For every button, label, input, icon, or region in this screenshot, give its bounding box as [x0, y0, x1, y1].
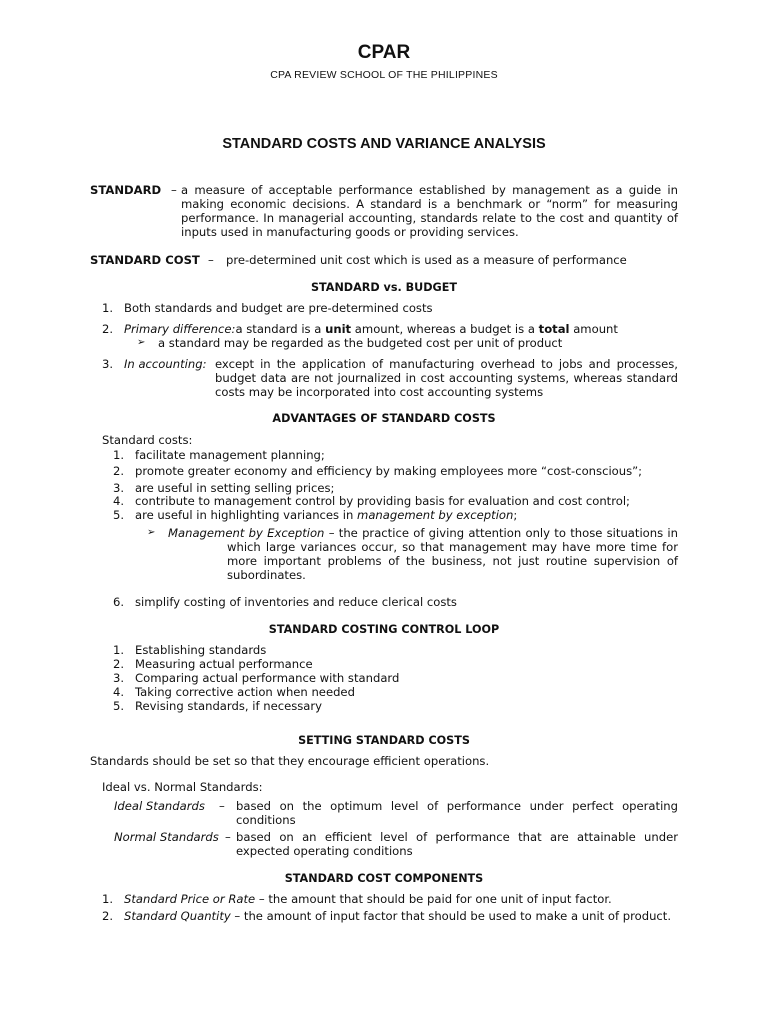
section-heading-components: STANDARD COST COMPONENTS	[284, 872, 484, 885]
normal-line1: based on an efficient level of performance that are attainable under	[236, 830, 678, 844]
arrow-bullet-icon: ➢	[137, 337, 146, 348]
list-number: 6.	[113, 595, 125, 609]
list-number: 2.	[113, 464, 125, 478]
standard-def-line2: making economic decisions. A standard is a benchmark or “norm” for measuring	[181, 197, 678, 211]
list-number: 2.	[102, 322, 114, 336]
standard-quantity-label: Standard Quantity	[124, 909, 231, 923]
list-item: Comparing actual performance with standard	[135, 671, 400, 685]
list-number: 4.	[113, 685, 125, 699]
text-fragment: ;	[513, 508, 518, 522]
list-number: 1.	[113, 643, 125, 657]
list-item: Both standards and budget are pre-determined costs	[124, 301, 433, 315]
list-item: Establishing standards	[135, 643, 267, 657]
list-item	[135, 508, 517, 522]
list-item: Measuring actual performance	[135, 657, 313, 671]
text-fragment: – the amount that should be paid for one unit of input factor.	[255, 892, 612, 906]
list-number: 1.	[102, 892, 114, 906]
mbe-line3: more important problems of the business, not just routine supervision of	[227, 554, 678, 568]
section-heading-control-loop: STANDARD COSTING CONTROL LOOP	[268, 623, 500, 636]
standard-dash: –	[171, 183, 177, 197]
text-fragment: amount	[569, 322, 618, 336]
list-item: simplify costing of inventories and reduce clerical costs	[135, 595, 457, 609]
in-accounting-line3: costs may be incorporated into cost accounting systems	[215, 385, 544, 399]
list-number: 4.	[113, 494, 125, 508]
standard-cost-def: pre-determined unit cost which is used as a measure of performance	[226, 253, 627, 267]
list-number: 3.	[102, 357, 114, 371]
primary-difference-label: Primary difference:	[124, 322, 236, 336]
unit-emphasis: unit	[325, 322, 352, 336]
ideal-dash: –	[219, 799, 225, 813]
standard-def-line1: a measure of acceptable performance established by management as a guide in	[181, 183, 678, 197]
list-item	[124, 892, 612, 906]
mbe-inline-italic: management by exception	[357, 508, 514, 522]
in-accounting-line2: budget data are not journalized in cost accounting systems, whereas standard	[215, 371, 678, 385]
list-number: 1.	[113, 448, 125, 462]
mbe-label: Management by Exception	[168, 526, 325, 540]
list-number: 2.	[102, 909, 114, 923]
standard-price-label: Standard Price or Rate	[124, 892, 256, 906]
total-emphasis: total	[538, 322, 570, 336]
in-accounting-line1: except in the application of manufacturing overhead to jobs and processes,	[215, 357, 678, 371]
list-item: are useful in setting selling prices;	[135, 481, 335, 495]
text-fragment: – the practice of giving attention only to those situations in	[324, 526, 678, 540]
in-accounting-label: In accounting:	[124, 357, 207, 371]
section-heading-advantages: ADVANTAGES OF STANDARD COSTS	[272, 412, 496, 425]
section-heading-vs-budget: STANDARD vs. BUDGET	[310, 281, 458, 294]
list-number: 2.	[113, 657, 125, 671]
text-fragment: – the amount of input factor that should be used to make a unit of product.	[230, 909, 672, 923]
ideal-line2: conditions	[236, 813, 296, 827]
text-fragment: a standard is a	[235, 322, 326, 336]
standard-term: STANDARD	[90, 183, 162, 197]
arrow-bullet-icon: ➢	[147, 527, 156, 538]
normal-dash: –	[225, 830, 231, 844]
sub-item: a standard may be regarded as the budgeted cost per unit of product	[158, 336, 563, 350]
list-item: promote greater economy and efficiency by making employees more “cost-conscious”;	[135, 464, 643, 478]
list-item: Revising standards, if necessary	[135, 699, 323, 713]
setting-sub: Ideal vs. Normal Standards:	[102, 780, 263, 794]
topic-title: STANDARD COSTS AND VARIANCE ANALYSIS	[222, 136, 546, 152]
text-fragment: amount, whereas a budget is a	[351, 322, 539, 336]
list-item: contribute to management control by providing basis for evaluation and cost control;	[135, 494, 630, 508]
text-fragment: are useful in highlighting variances in	[135, 508, 358, 522]
mbe-line4: subordinates.	[227, 568, 306, 582]
document-title: CPAR	[357, 42, 411, 63]
ideal-label: Ideal Standards	[114, 799, 205, 813]
list-number: 3.	[113, 481, 125, 495]
list-item	[124, 909, 671, 923]
standard-def-line4: inputs used in manufacturing goods or providing services.	[181, 225, 519, 239]
section-heading-setting: SETTING STANDARD COSTS	[298, 734, 470, 747]
list-number: 5.	[113, 699, 125, 713]
standard-cost-dash: –	[208, 253, 214, 267]
normal-line2: expected operating conditions	[236, 844, 413, 858]
normal-label: Normal Standards	[114, 830, 219, 844]
standard-cost-term: STANDARD COST	[90, 253, 200, 267]
mbe-line1	[168, 526, 678, 540]
standard-def-line3: performance. In managerial accounting, standards relate to the cost and quantity of	[181, 211, 678, 225]
ideal-line1: based on the optimum level of performance under perfect operating	[236, 799, 678, 813]
advantages-intro: Standard costs:	[102, 433, 193, 447]
mbe-line2: which large variances occur, so that management may have more time for	[227, 540, 678, 554]
setting-intro: Standards should be set so that they encourage efficient operations.	[90, 754, 490, 768]
list-item: Taking corrective action when needed	[135, 685, 355, 699]
list-number: 5.	[113, 508, 125, 522]
list-item: facilitate management planning;	[135, 448, 325, 462]
school-name: CPA REVIEW SCHOOL OF THE PHILIPPINES	[270, 69, 498, 81]
list-item	[124, 322, 618, 336]
list-number: 1.	[102, 301, 114, 315]
list-number: 3.	[113, 671, 125, 685]
